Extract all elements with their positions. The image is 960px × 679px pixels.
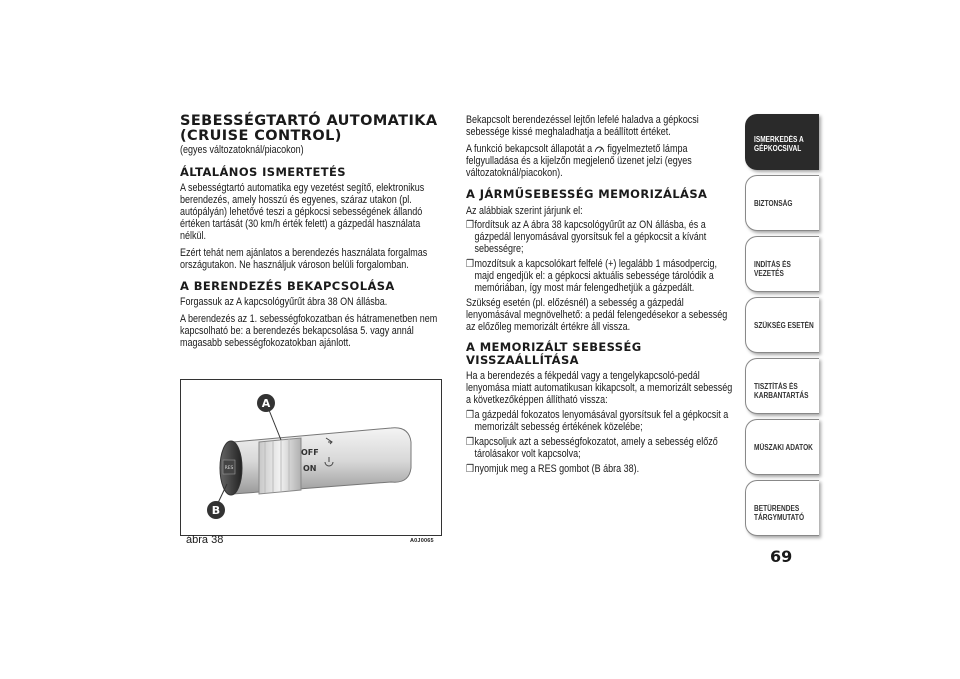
restore-heading — [466, 341, 741, 367]
bullet-checkbox-icon: ❒ — [466, 258, 475, 270]
page-number: 69 — [770, 547, 793, 566]
left-column — [180, 114, 450, 349]
intro-p2-after: figyelmeztető lámpa felgyulladása és a kijelzőn megjelenő üzenet jelzi (egyes változatoknál/piacokon). — [466, 143, 692, 179]
general-paragraph-1: A sebességtartó automatika egy vezetést segítő, elektronikus berendezés, amely hosszú és egyenes, száraz utakon (pl. autópályán) lehetővé teszi a gépkocsi sebességének állandó értéken tartását (30 km/h érték felett) a gázpedál használata nélkül. — [180, 182, 425, 242]
memorize-bullet-1 — [466, 219, 734, 255]
bullet-checkbox-icon: ❒ — [466, 463, 475, 475]
right-column — [466, 114, 741, 475]
memorize-intro: Az alábbiak szerint járjunk el: — [466, 205, 583, 217]
memorize-bullet-1-text: fordítsuk az A ábra 38 kapcsológyűrűt az ON állásba, és a gázpedál lenyomásával gyorsítsuk fel a gépkocsit a kívánt sebességre; — [474, 219, 707, 255]
general-paragraph-2: Ezért tehát nem ajánlatos a berendezés használata forgalmas országutakon. Ne használjuk városon belüli forgalomban. — [180, 247, 428, 271]
figure-code: A0J0065 — [410, 538, 434, 544]
intro-paragraph-2 — [466, 143, 734, 179]
memorize-heading: A JÁRMŰSEBESSÉG MEMORIZÁLÁSA — [466, 187, 708, 201]
memorize-paragraph: Szükség esetén (pl. előzésnél) a sebesség a gázpedál lenyomásával megnövelhető: a pedál felengedésekor a sebesség az előzőleg memorizált értékre áll vissza. — [466, 297, 728, 333]
tab-label: INDÍTÁS ÉS VEZETÉS — [754, 260, 791, 278]
title-note: (egyes változatoknál/piacokon) — [180, 144, 304, 156]
label-a: A — [261, 397, 271, 410]
bullet-checkbox-icon: ❒ — [466, 219, 475, 231]
off-label: OFF — [301, 448, 319, 457]
tab-biztonsag[interactable] — [745, 175, 819, 231]
intro-p2-before: A funkció bekapcsolt állapotát a — [466, 143, 593, 155]
intro-paragraph-1: Bekapcsolt berendezéssel lejtőn lefelé haladva a gépkocsi sebessége kissé meghaladhatja a beállított értéket. — [466, 114, 699, 138]
tab-label: BETŰRENDES TÁRGYMUTATÓ — [754, 504, 805, 522]
switch-on-heading: A BERENDEZÉS BEKAPCSOLÁSA — [180, 279, 395, 293]
tab-tisztitas[interactable] — [745, 358, 819, 414]
restore-bullet-3 — [466, 463, 734, 475]
tab-szukseg[interactable] — [745, 297, 819, 353]
tab-label: SZÜKSÉG ESETÉN — [754, 321, 814, 330]
restore-heading-line-1: A MEMORIZÁLT SEBESSÉG — [466, 340, 642, 354]
tab-label: MŰSZAKI ADATOK — [754, 443, 813, 452]
stalk-figure — [180, 379, 442, 536]
chapter-tabs — [745, 114, 819, 541]
restore-bullet-1 — [466, 409, 734, 433]
memorize-bullet-2 — [466, 258, 734, 294]
tab-label: ISMERKEDÉS A GÉPKOCSIVAL — [754, 135, 804, 153]
restore-bullet-3-text: nyomjuk meg a RES gombot (B ábra 38). — [474, 463, 640, 475]
restore-heading-line-2: VISSZAÁLLÍTÁSA — [466, 353, 579, 367]
cruise-control-stalk-illustration — [181, 380, 441, 535]
figure-caption: ábra 38 — [186, 534, 224, 546]
tab-betu[interactable] — [745, 480, 819, 536]
restore-bullet-2 — [466, 436, 734, 460]
tab-label: BIZTONSÁG — [754, 199, 793, 208]
switch-on-paragraph-2: A berendezés az 1. sebességfokozatban és hátramenetben nem kapcsolható be: a berendezés bekapcsolása 5. vagy annál magasabb sebességfokozatokban ajánlott. — [180, 313, 438, 349]
title-line-2: (CRUISE CONTROL) — [180, 128, 342, 144]
bullet-checkbox-icon: ❒ — [466, 436, 475, 448]
restore-bullet-1-text: a gázpedál fokozatos lenyomásával gyorsítsuk fel a gépkocsit a memorizált sebesség értékének közelébe; — [474, 409, 729, 433]
label-b: B — [211, 504, 221, 517]
restore-bullet-2-text: kapcsoljuk azt a sebességfokozatot, amely a sebesség előző tárolásakor volt kapcsolva; — [474, 436, 718, 460]
speedometer-cruise-icon — [595, 144, 605, 153]
bullet-checkbox-icon: ❒ — [466, 409, 475, 421]
general-heading: ÁLTALÁNOS ISMERTETÉS — [180, 165, 346, 179]
title-line-1: SEBESSÉGTARTÓ AUTOMATIKA — [180, 113, 438, 129]
on-label: ON — [303, 464, 317, 473]
page-title — [180, 114, 450, 144]
tab-label: TISZTÍTÁS ÉS KARBANTARTÁS — [754, 382, 809, 400]
tab-inditas[interactable] — [745, 236, 819, 292]
tab-ismerkedes[interactable] — [745, 114, 819, 170]
switch-on-paragraph-1: Forgassuk az A kapcsológyűrűt ábra 38 ON állásba. — [180, 296, 388, 308]
restore-paragraph: Ha a berendezés a fékpedál vagy a tengelykapcsoló-pedál lenyomása miatt automatikusan kikapcsolt, a memorizált sebesség a következőképpen állítható vissza: — [466, 370, 733, 406]
tab-muszaki[interactable] — [745, 419, 819, 475]
memorize-bullet-2-text: mozdítsuk a kapcsolókart felfelé (+) legalább 1 másodpercig, majd engedjük el: a gépkocsi aktuális sebessége tárolódik a memóriában, így most már felengedhetjük a gázpedált. — [474, 258, 718, 294]
res-label: RES — [224, 466, 234, 471]
